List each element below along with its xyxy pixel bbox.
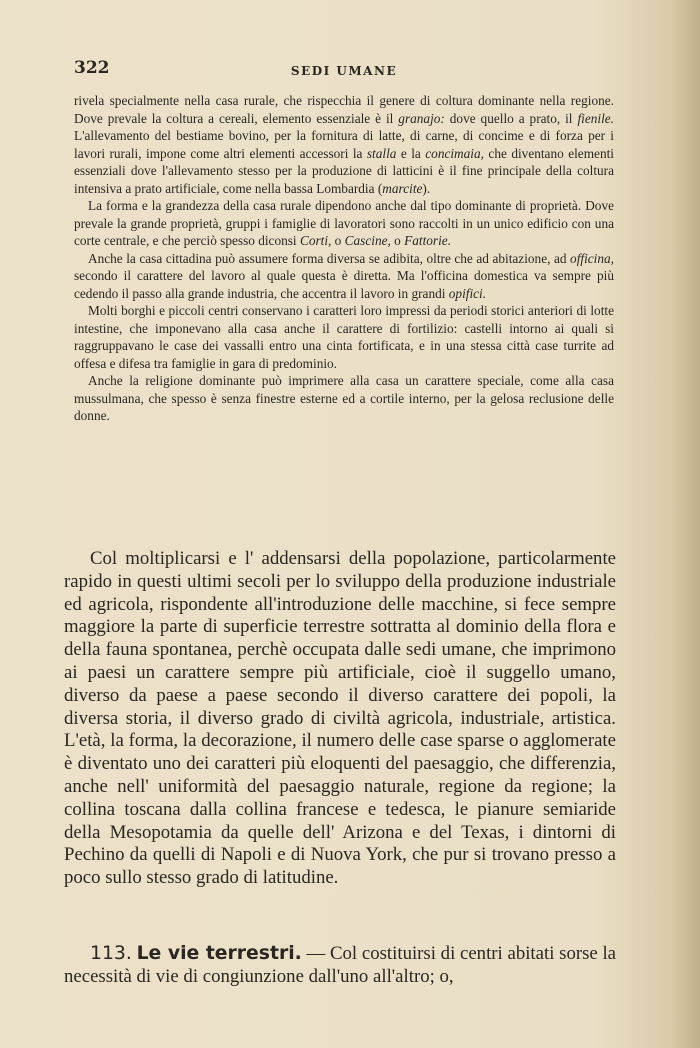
main-text-block: [64, 548, 616, 890]
paragraph-population: Col moltiplicarsi e l' addensarsi della popolazione, particolarmente rapido in questi ultimi secoli per lo sviluppo della produzione industriale ed agricola, rispondente all'introduzione delle macchine, si fece sempre maggiore la parte di superficie terrestre sottratta al dominio della flora e della fauna spontanea, perchè occupata dalle sedi umane, che imprimono ai paesi un carattere sempre più artificiale, cioè il suggello umano, diverso da paese a paese secondo il diverso carattere dei popoli, la diversa storia, il diverso grado di civiltà agricola, industriale, artistica. L'età, la forma, la decorazione, il numero delle case sparse o agglomerate è diventato uno dei caratteri più eloquenti del paesaggio, che differenzia, anche nell' uniformità del paesaggio naturale, regione da regione; la collina toscana dalla collina francese e tedesca, le pianure semiaride della Mesopotamia da quelle dell' Arizona e del Texas, i dintorni di Pechino da quelli di Napoli e di Nuova York, che pur si trovano presso a poco sullo stesso grado di latitudine.: [64, 548, 616, 889]
small-print-block: [74, 92, 614, 425]
paragraph-property: La forma e la grandezza della casa rurale dipendono anche dal tipo dominante di proprietà. Dove prevale la grande proprietà, gruppi i famiglie di lavoratori sono raccolti in un unico edificio con una corte centrale, e che perciò spesso diconsi Corti, o Cascine, o Fattorie.: [74, 198, 614, 248]
section-number: 113.: [90, 943, 132, 964]
paragraph-historic-towns: Molti borghi e piccoli centri conservano i caratteri loro impressi da periodi storici anteriori di lotte intestine, che imponevano alla casa anche il carattere di fortilizio: castelli intorno ai quali si raggruppavano le case dei vassalli entro una cinta fortificata, e in una stessa città case turrite ad offesa e difesa tra famiglie in gara di predominio.: [74, 303, 614, 371]
section-text: — Col costituirsi di centri abitati sorse la necessità di vie di congiunzione dall'uno all'altro; o,: [64, 943, 617, 987]
page-number: 322: [74, 58, 110, 78]
running-title: SEDI UMANE: [290, 64, 398, 78]
paragraph-religion: Anche la religione dominante può imprimere alla casa un carattere speciale, come alla casa mussulmana, che spesso è senza finestre esterne ed a cortile interno, per la gelosa reclusione delle donne.: [74, 373, 614, 423]
paragraph-rural-house: rivela specialmente nella casa rurale, che rispecchia il genere di coltura dominante nella regione. Dove prevale la coltura a cereali, elemento essenziale è il granajo: dove quello a prato, il fienile. L'allevamento del bestiame bovino, per la fornitura di latte, di carne, di concime e di forza per i lavori rurali, impone come altri elementi accessori la stalla e la concimaia, che diventano elementi essenziali dove l'allevamento stesso per la produzione di latticini è il fine principale della coltura intensiva a prato artificiale, come nella bassa Lombardia (marcite).: [74, 93, 614, 196]
paragraph-city-house: Anche la casa cittadina può assumere forma diversa se adibita, oltre che ad abitazione, ad officina, secondo il carattere del lavoro al quale questa è diretta. Ma l'officina domestica va sempre più cedendo il passo alla grande industria, che accentra il lavoro in grandi opifici.: [74, 250, 614, 301]
section-113: [64, 943, 616, 989]
section-title: Le vie terrestri.: [136, 943, 302, 964]
page-header: [74, 58, 614, 82]
section-paragraph: [64, 943, 616, 989]
